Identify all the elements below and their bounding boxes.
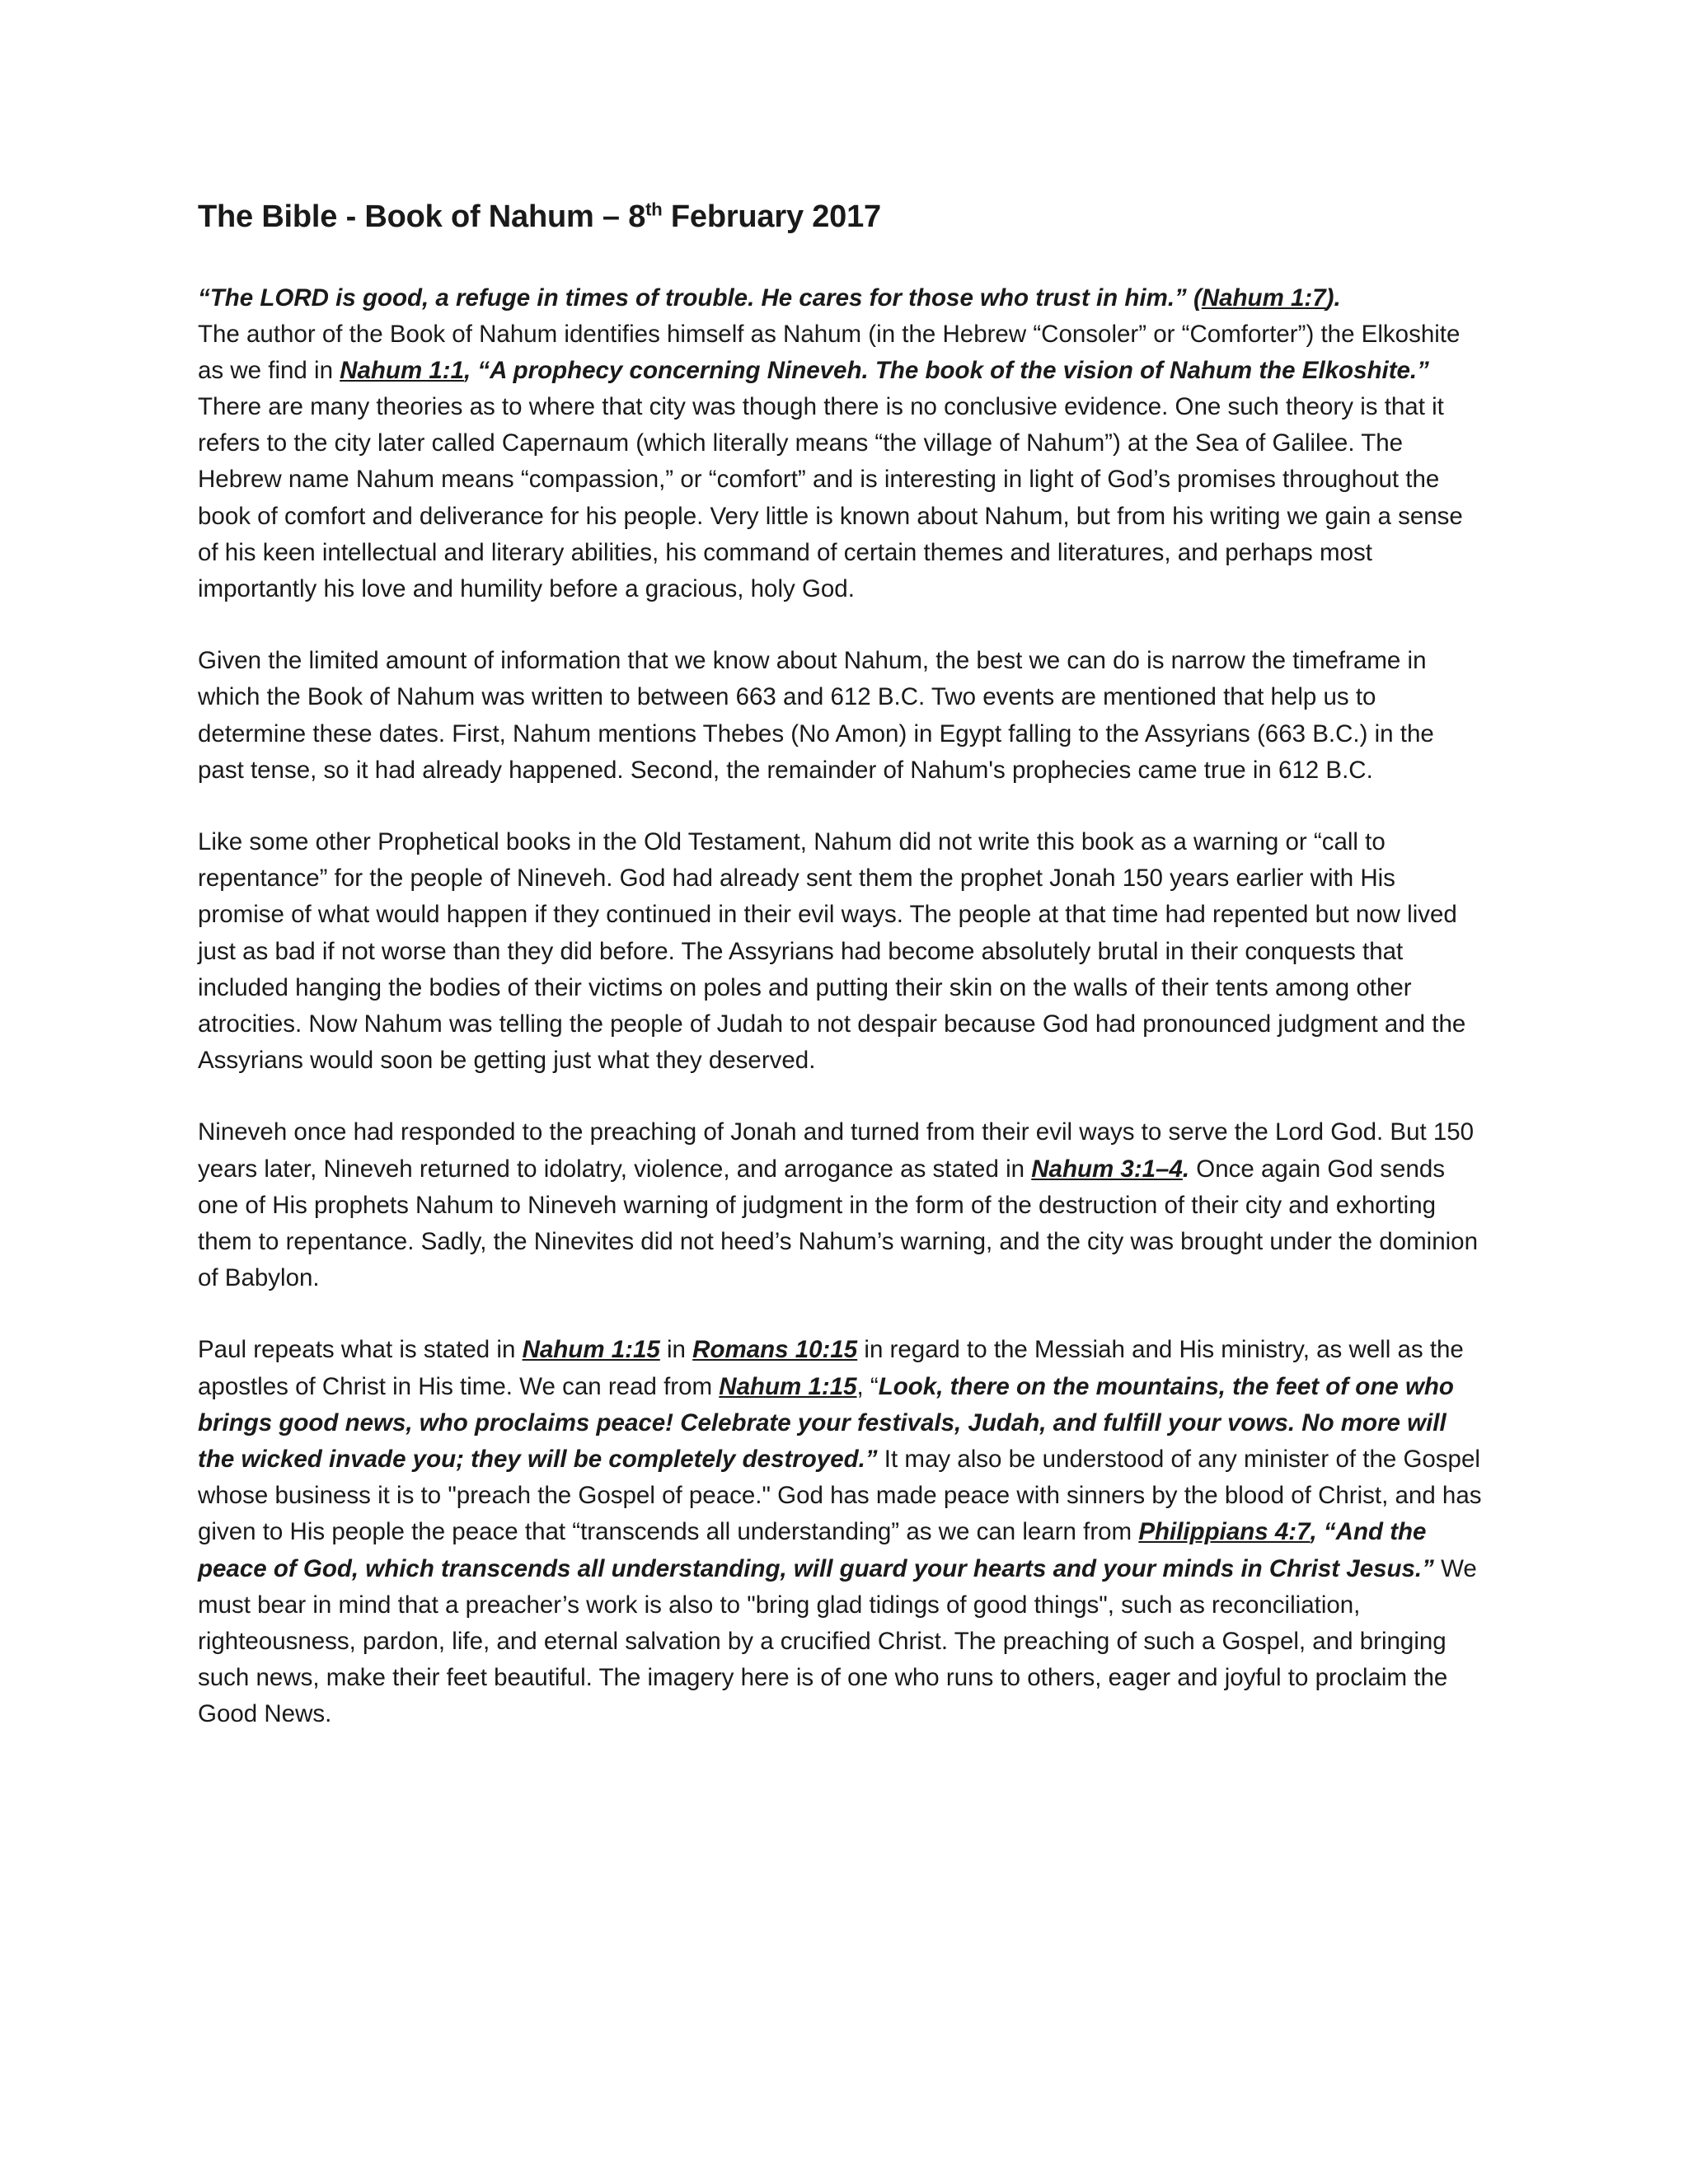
page-title xyxy=(198,198,1484,237)
p4-text-b: Once again God sends one of His prophets Nahum to Nineveh warning of judgment in the form of the destruction of their city and exhorting them to repentance. Sadly, the Ninevites did not heed’s Nahum’s warning, and the city was brought under the dominion of Babylon. xyxy=(198,1155,1478,1292)
p2-text: Given the limited amount of information that we know about Nahum, the best we can do is narrow the timeframe in which the Book of Nahum was written to between 663 and 612 B.C. Two events are mentioned that help us to determine these dates. First, Nahum mentions Thebes (No Amon) in Egypt falling to the Assyrians (663 B.C.) in the past tense, so it had already happened. Second, the remainder of Nahum's prophecies came true in 612 B.C. xyxy=(198,647,1434,784)
p1-quote: , “A prophecy concerning Nineveh. The book of the vision of Nahum the Elkoshite.” xyxy=(464,356,1429,384)
p5-quote-philippians: , “And the peace of God, which transcends all understanding, will guard your hearts and your minds in Christ Jesus.” xyxy=(198,1518,1434,1582)
epigraph-close: ). xyxy=(1325,284,1341,312)
p5-text-c: in regard to the Messiah and His ministry, as well as the apostles of Christ in His time. We can read from xyxy=(198,1336,1464,1400)
p5-text-d: , “ xyxy=(856,1372,879,1400)
paragraph-timeframe xyxy=(198,643,1484,789)
paragraph-nineveh xyxy=(198,1114,1484,1296)
document-page xyxy=(198,198,1484,1757)
paragraph-warning xyxy=(198,824,1484,1079)
p3-text: Like some other Prophetical books in the Old Testament, Nahum did not write this book as a warning or “call to repentance” for the people of Nineveh. God had already sent them the prophet Jonah 150 years earlier with His promise of what would happen if they continued in their evil ways. The people at that time had repented but now lived just as bad if not worse than they did before. The Assyrians had become absolutely brutal in their conquests that included hanging the bodies of their victims on poles and putting their skin on the walls of their tents among other atrocities. Now Nahum was telling the people of Judah to not despair because God had pronounced judgment and the Assyrians would soon be getting just what they deserved. xyxy=(198,827,1466,1075)
reference-link-nahum-1-15-second[interactable]: Nahum 1:15 xyxy=(719,1372,857,1400)
p1-text-a: The author of the Book of Nahum identifies himself as Nahum (in the Hebrew “Consoler” or “Comforter”) the Elkoshite as we find in xyxy=(198,320,1461,384)
title-superscript: th xyxy=(645,199,663,220)
epigraph-text: “The LORD is good, a refuge in times of trouble. He cares for those who trust in him.” ( xyxy=(198,284,1202,312)
p5-text-b: in xyxy=(659,1336,693,1364)
title-main: The Bible - Book of Nahum – 8 xyxy=(198,199,646,234)
paragraph-paul xyxy=(198,1332,1484,1732)
reference-link-nahum-1-1[interactable]: Nahum 1:1 xyxy=(340,356,465,384)
epigraph-quote xyxy=(198,280,1484,316)
reference-link-nahum-3-1-4[interactable]: Nahum 3:1–4 xyxy=(1031,1155,1183,1183)
p5-quote-nahum: Look, there on the mountains, the feet of one who brings good news, who proclaims peace! Celebrate your festivals, Judah, and fulfill your vows. No more will the wicked invade you; they will be completely destroyed.” xyxy=(198,1372,1454,1473)
p5-text-a: Paul repeats what is stated in xyxy=(198,1336,523,1364)
p4-text-a: Nineveh once had responded to the preaching of Jonah and turned from their evil ways to serve the Lord God. But 150 years later, Nineveh returned to idolatry, violence, and arrogance as stated in xyxy=(198,1118,1475,1183)
title-date: February 2017 xyxy=(662,199,881,234)
p5-text-e: It may also be understood of any minister of the Gospel whose business it is to "preach the Gospel of peace." God has made peace with sinners by the blood of Christ, and has given to His people the peace that “transcends all understanding” as we can learn from xyxy=(198,1445,1482,1546)
reference-link-philippians-4-7[interactable]: Philippians 4:7 xyxy=(1138,1518,1311,1546)
p1-text-b: There are many theories as to where that city was though there is no conclusive evidence. One such theory is that it refers to the city later called Capernaum (which literally means “the village of Nahum”) at the Sea of Galilee. The Hebrew name Nahum means “compassion,” or “comfort” and is interesting in light of God’s promises throughout the book of comfort and deliverance for his people. Very little is known about Nahum, but from his writing we gain a sense of his keen intellectual and literary abilities, his command of certain themes and literatures, and perhaps most importantly his love and humility before a gracious, holy God. xyxy=(198,392,1463,602)
epigraph-reference-link[interactable]: Nahum 1:7 xyxy=(1201,284,1326,312)
p5-text-f: We must bear in mind that a preacher’s work is also to "bring glad tidings of good things", such as reconciliation, righteousness, pardon, life, and eternal salvation by a crucified Christ. The preaching of such a Gospel, and bringing such news, make their feet beautiful. The imagery here is of one who runs to others, eager and joyful to proclaim the Good News. xyxy=(198,1554,1477,1728)
p4-dot: . xyxy=(1182,1155,1190,1183)
reference-link-nahum-1-15[interactable]: Nahum 1:15 xyxy=(522,1336,660,1364)
paragraph-author xyxy=(198,316,1484,608)
reference-link-romans-10-15[interactable]: Romans 10:15 xyxy=(692,1336,858,1364)
